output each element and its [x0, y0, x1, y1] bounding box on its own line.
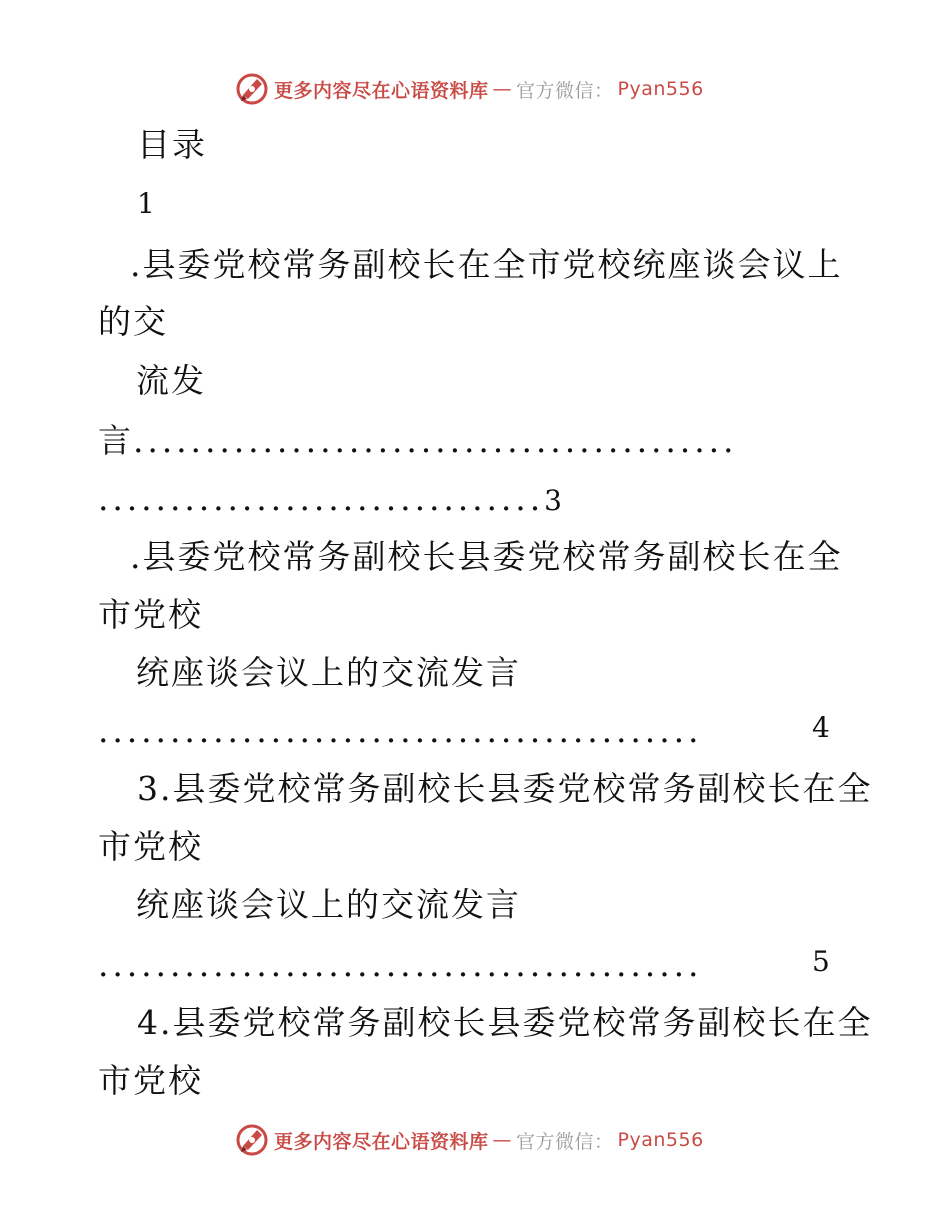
banner-brand: 更多内容尽在心语资料库 [274, 1130, 489, 1153]
toc-entry1-last-char: 言 [98, 421, 133, 460]
toc-entry2-line2: 市党校 [98, 595, 203, 634]
toc-entry1-line1: .县委党校常务副校长在全市党校统座谈会议上 [130, 245, 843, 284]
toc-entry3-page: 5 [812, 945, 832, 978]
toc-entry3-line2: 市党校 [98, 827, 203, 866]
toc-entry4-line2: 市党校 [98, 1061, 203, 1100]
banner-brand: 更多内容尽在心语资料库 [274, 79, 489, 102]
footer-banner [234, 1121, 704, 1159]
toc-title: 目录 [137, 125, 207, 164]
banner-wechat-id: Pyan556 [617, 1129, 704, 1151]
banner-wechat-id: Pyan556 [617, 78, 704, 100]
toc-entry3-line4 [98, 945, 703, 984]
toc-entry1-page: 3 [544, 484, 564, 517]
banner-dash: — [492, 1129, 513, 1151]
pen-logo-icon [234, 1122, 270, 1158]
toc-entry1-leader-b: ............................... [98, 479, 545, 518]
toc-entry3-leader: .......................................... [98, 945, 703, 984]
toc-entry2-line3: 统座谈会议上的交流发言 [136, 653, 521, 692]
toc-entry2-line1: .县委党校常务副校长县委党校常务副校长在全 [130, 537, 843, 576]
toc-entry2-page: 4 [812, 711, 832, 744]
banner-wechat-label: 官方微信： [516, 79, 614, 102]
toc-entry2-leader: .......................................... [98, 711, 703, 750]
toc-entry1-line4 [98, 421, 738, 460]
pen-logo-icon [234, 71, 270, 107]
toc-entry3-line3: 统座谈会议上的交流发言 [136, 885, 521, 924]
toc-entry1-line2: 的交 [98, 302, 168, 341]
banner-wechat-label: 官方微信： [516, 1130, 614, 1153]
toc-entry4-line1: 4.县委党校常务副校长县委党校常务副校长在全 [137, 1003, 873, 1042]
toc-entry1-number: 1 [137, 187, 157, 220]
toc-entry1-line5 [98, 479, 564, 518]
toc-entry1-line3: 流发 [136, 361, 206, 400]
header-banner [234, 70, 704, 108]
toc-entry1-leader-a: .......................................... [133, 421, 738, 460]
toc-entry3-line1: 3.县委党校常务副校长县委党校常务副校长在全 [137, 769, 873, 808]
banner-dash: — [492, 78, 513, 100]
toc-entry2-line4 [98, 711, 703, 750]
